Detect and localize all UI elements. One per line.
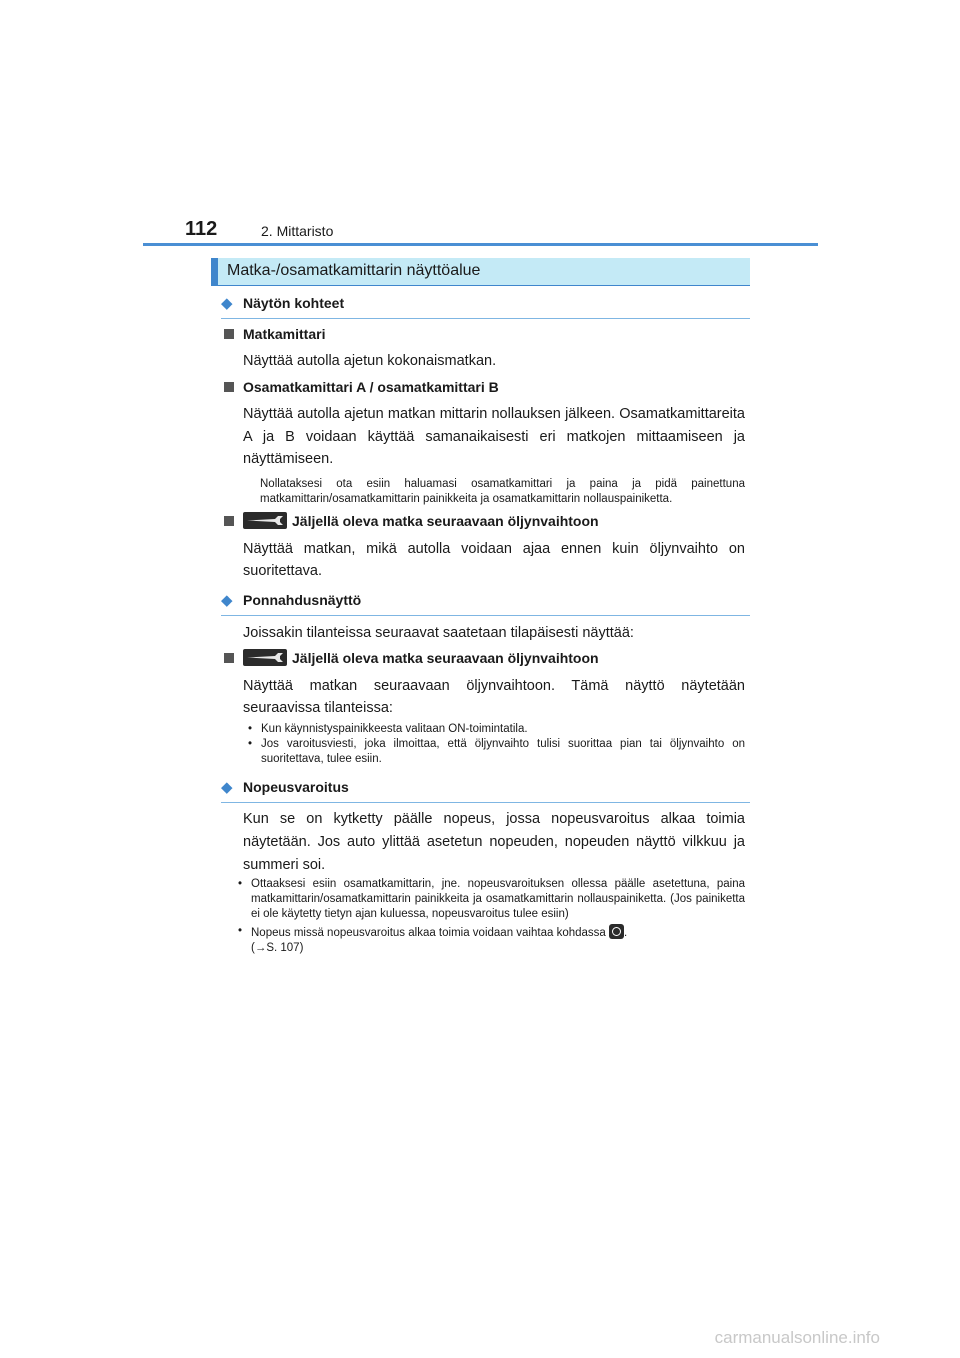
odometer-text: Näyttää autolla ajetun kokonaismatkan. <box>243 353 497 369</box>
subhead-text: Ponnahdusnäyttö <box>243 592 362 608</box>
item-head-odometer <box>224 326 325 342</box>
section-banner <box>211 258 750 286</box>
diamond-icon: ◆ <box>221 295 233 312</box>
header-rule <box>143 243 818 246</box>
subhead-speed-warning <box>221 778 750 803</box>
chapter-title: 2. Mittaristo <box>261 223 334 239</box>
list-item: • Jos varoitusviesti, joka ilmoittaa, että öljynvaihto tulisi suorittaa pian tai öljynvaihto on suoritettava, tulee esiin. <box>248 738 745 765</box>
gear-icon <box>609 924 624 939</box>
watermark: carmanualsonline.info <box>714 1328 880 1347</box>
wrench-icon <box>243 512 287 529</box>
item-title: Matkamittari <box>243 326 326 342</box>
page-number: 112 <box>185 218 218 240</box>
trip-meter-note: Nollataksesi ota esiin haluamasi osamatkamittari ja paina ja pidä painettuna matkamittarin/osamatkamittarin painikkeita ja osamatkamittarin nollauspainiketta. <box>260 478 745 505</box>
speed-warning-bullets <box>238 877 745 956</box>
square-bullet-icon <box>224 329 234 339</box>
subhead-popup <box>221 591 750 616</box>
item-head-popup-oil-change <box>224 649 599 666</box>
square-bullet-icon <box>224 382 234 392</box>
section-title: Matka-/osamatkamittarin näyttöalue <box>227 262 481 279</box>
oil-change-text: Näyttää matkan, mikä autolla voidaan ajaa ennen kuin öljynvaihto on suoritettava. <box>243 541 745 579</box>
square-bullet-icon <box>224 653 234 663</box>
wrench-icon <box>243 649 287 666</box>
subhead-display-items <box>221 294 750 319</box>
item-head-trip-meter <box>224 379 499 395</box>
item-title: Osamatkamittari A / osamatkamittari B <box>243 379 499 395</box>
diamond-icon: ◆ <box>221 779 233 796</box>
list-item: • Kun käynnistyspainikkeesta valitaan ON-toimintatila. <box>248 723 528 735</box>
subhead-text: Nopeusvaroitus <box>243 779 349 795</box>
diamond-icon: ◆ <box>221 592 233 609</box>
list-item: • Nopeus missä nopeusvaroitus alkaa toimia voidaan vaihtaa kohdassa . (→S. 107) <box>238 925 628 954</box>
item-title: Jäljellä oleva matka seuraavaan öljynvaihtoon <box>292 513 599 529</box>
page-reference: (→S. 107) <box>251 942 304 954</box>
popup-oil-change-text: Näyttää matkan seuraavaan öljynvaihtoon. Tämä näyttö näytetään seuraavissa tilanteissa: <box>243 678 745 716</box>
speed-warning-text: Kun se on kytketty päälle nopeus, jossa nopeusvaroitus alkaa toimia näytetään. Jos auto ylittää asetetun nopeuden, nopeuden näyttö vilkkuu ja summeri soi. <box>243 811 745 873</box>
popup-intro: Joissakin tilanteissa seuraavat saatetaan tilapäisesti näyttää: <box>243 625 634 641</box>
item-head-oil-change <box>224 512 599 529</box>
popup-bullet-list <box>248 722 745 767</box>
trip-meter-text: Näyttää autolla ajetun matkan mittarin nollauksen jälkeen. Osamatkamittareita A ja B voidaan käyttää samanaikaisesti eri matkojen mittaamiseen ja näyttämiseen. <box>243 406 745 467</box>
square-bullet-icon <box>224 516 234 526</box>
item-title: Jäljellä oleva matka seuraavaan öljynvaihtoon <box>292 650 599 666</box>
list-item: • Ottaaksesi esiin osamatkamittarin, jne. nopeusvaroituksen ollessa päälle asetettuna, paina matkamittarin/osamatkamittarin painikkeita ja osamatkamittarin nollauspainiketta. (Jos painiketta ei ole käytetty tietyn ajan kuluessa, nopeusvaroitus tulee esiin) <box>238 878 745 920</box>
subhead-text: Näytön kohteet <box>243 295 345 311</box>
